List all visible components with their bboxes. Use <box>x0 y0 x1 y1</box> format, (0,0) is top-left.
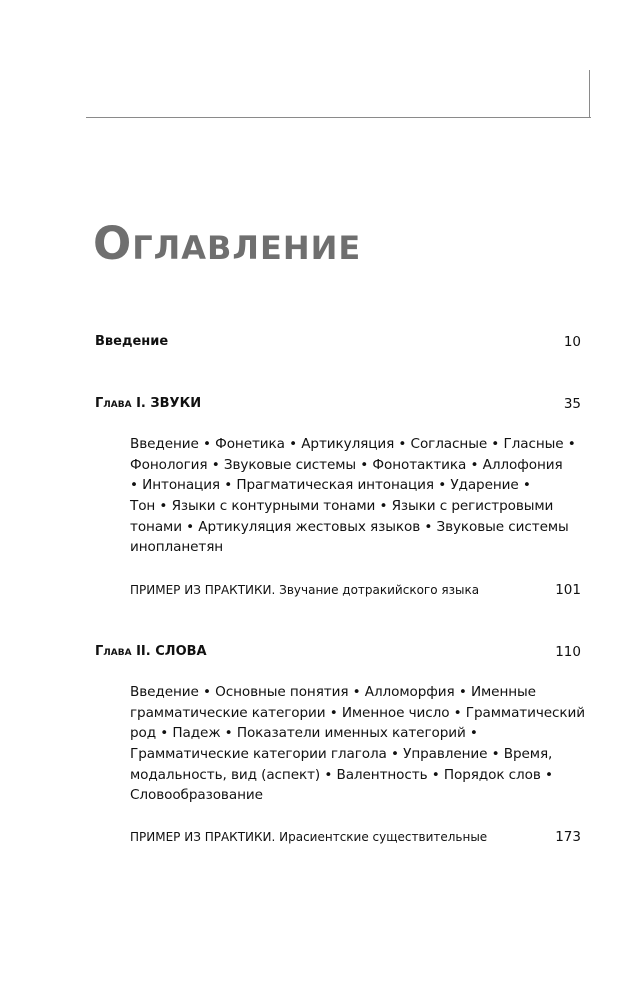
chapter-prefix: Глава <box>95 396 132 411</box>
toc-entry-label: Введение <box>95 334 169 349</box>
topic-line: Словообразование <box>130 787 263 804</box>
chapter-heading <box>95 642 207 662</box>
header-rule <box>86 117 591 118</box>
topic-line: модальность, вид (аспект) • Валентность • Порядок слов • <box>130 766 553 783</box>
case-study-entry <box>130 827 581 847</box>
topic-line: Грамматические категории глагола • Управление • Время, <box>130 746 553 763</box>
topic-line: инопланетян <box>130 539 224 556</box>
topic-line: грамматические категории • Именное число • Грамматический <box>130 704 585 721</box>
header-tick <box>589 70 590 118</box>
topic-line: Введение • Основные понятия • Алломорфия • Именные <box>130 684 536 700</box>
topic-line: тонами • Артикуляция жестовых языков • Звуковые системы <box>130 518 569 535</box>
case-study-entry <box>130 580 581 600</box>
chapter-title: I. ЗВУКИ <box>136 396 202 411</box>
chapter-title: II. СЛОВА <box>136 644 207 659</box>
case-study-page: 173 <box>555 829 581 845</box>
case-study-label: ПРИМЕР ИЗ ПРАКТИКИ. Звучание дотракийского языка <box>130 583 480 597</box>
page-title: Оглавление <box>93 217 362 270</box>
topic-line: • Интонация • Прагматическая интонация • Ударение • <box>130 477 531 494</box>
topic-line: род • Падеж • Показатели именных категорий • <box>130 725 478 742</box>
chapter-prefix: Глава <box>95 644 132 659</box>
chapter-page: 35 <box>563 396 581 412</box>
chapter-page: 110 <box>555 644 581 660</box>
case-study-page: 101 <box>555 582 581 598</box>
case-study-label: ПРИМЕР ИЗ ПРАКТИКИ. Ирасиентские существительные <box>130 830 488 844</box>
topic-line: Тон • Языки с контурными тонами • Языки с регистровыми <box>130 498 554 515</box>
topic-line: Введение • Фонетика • Артикуляция • Согласные • Гласные • <box>130 436 576 452</box>
toc-chapter-2 <box>95 642 581 662</box>
chapter-heading <box>95 394 201 414</box>
chapter-topics <box>130 434 576 558</box>
topic-line: Фонология • Звуковые системы • Фонотактика • Аллофония <box>130 456 563 473</box>
chapter-topics <box>130 682 585 806</box>
toc-entry-intro <box>95 332 581 352</box>
toc-entry-page: 10 <box>563 334 581 350</box>
toc-chapter-1 <box>95 394 581 414</box>
